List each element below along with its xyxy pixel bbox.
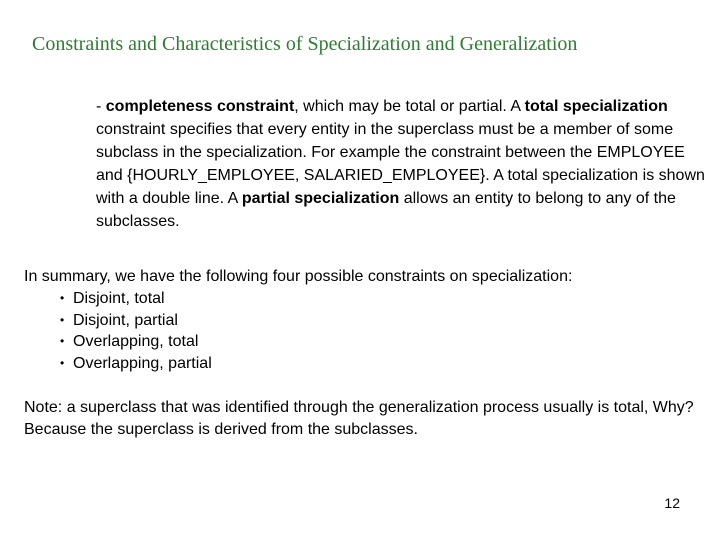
completeness-paragraph [96,95,706,233]
bullet-icon: • [60,291,65,305]
completeness-text-3: allows an entity to belong to any of the subclasses. [96,190,676,230]
list-item [60,353,704,375]
bullet-icon: • [60,334,65,348]
completeness-text-2: constraint specifies that every entity in the superclass must be a member of some subclass in the specialization. For example the constraint between the EMPLOYEE and {HOURLY_EMPLOYEE, SALARIED_EMPLOYEE}. A total specialization is shown with a double line. A [96,121,705,207]
bullet-icon: • [60,312,65,327]
note-answer: Because the superclass is derived from the subclasses. [24,421,418,438]
list-item [60,331,704,353]
note-section [24,397,704,441]
list-item-label: Overlapping, total [73,333,199,350]
list-item [60,310,704,332]
slide-title: Constraints and Characteristics of Specialization and Generalization [32,33,578,55]
summary-section [24,266,704,374]
page-number: 12 [664,495,680,511]
note-question: Note: a superclass that was identified through the generalization process usually is total, Why? [24,399,694,416]
bullet-icon: • [60,355,65,370]
term-completeness-constraint: completeness constraint [105,98,295,115]
list-item-label: Disjoint, partial [73,311,178,329]
term-total-specialization: total specialization [524,98,668,115]
list-item-label: Overlapping, partial [73,354,212,372]
constraint-list [24,288,704,374]
lead-dash: - [96,98,106,115]
list-item-label: Disjoint, total [73,290,165,307]
term-partial-specialization: partial specialization [241,190,400,207]
completeness-text-1: , which may be total or partial. A [294,98,525,115]
list-item [60,288,704,310]
summary-intro: In summary, we have the following four possible constraints on specialization: [24,268,573,285]
